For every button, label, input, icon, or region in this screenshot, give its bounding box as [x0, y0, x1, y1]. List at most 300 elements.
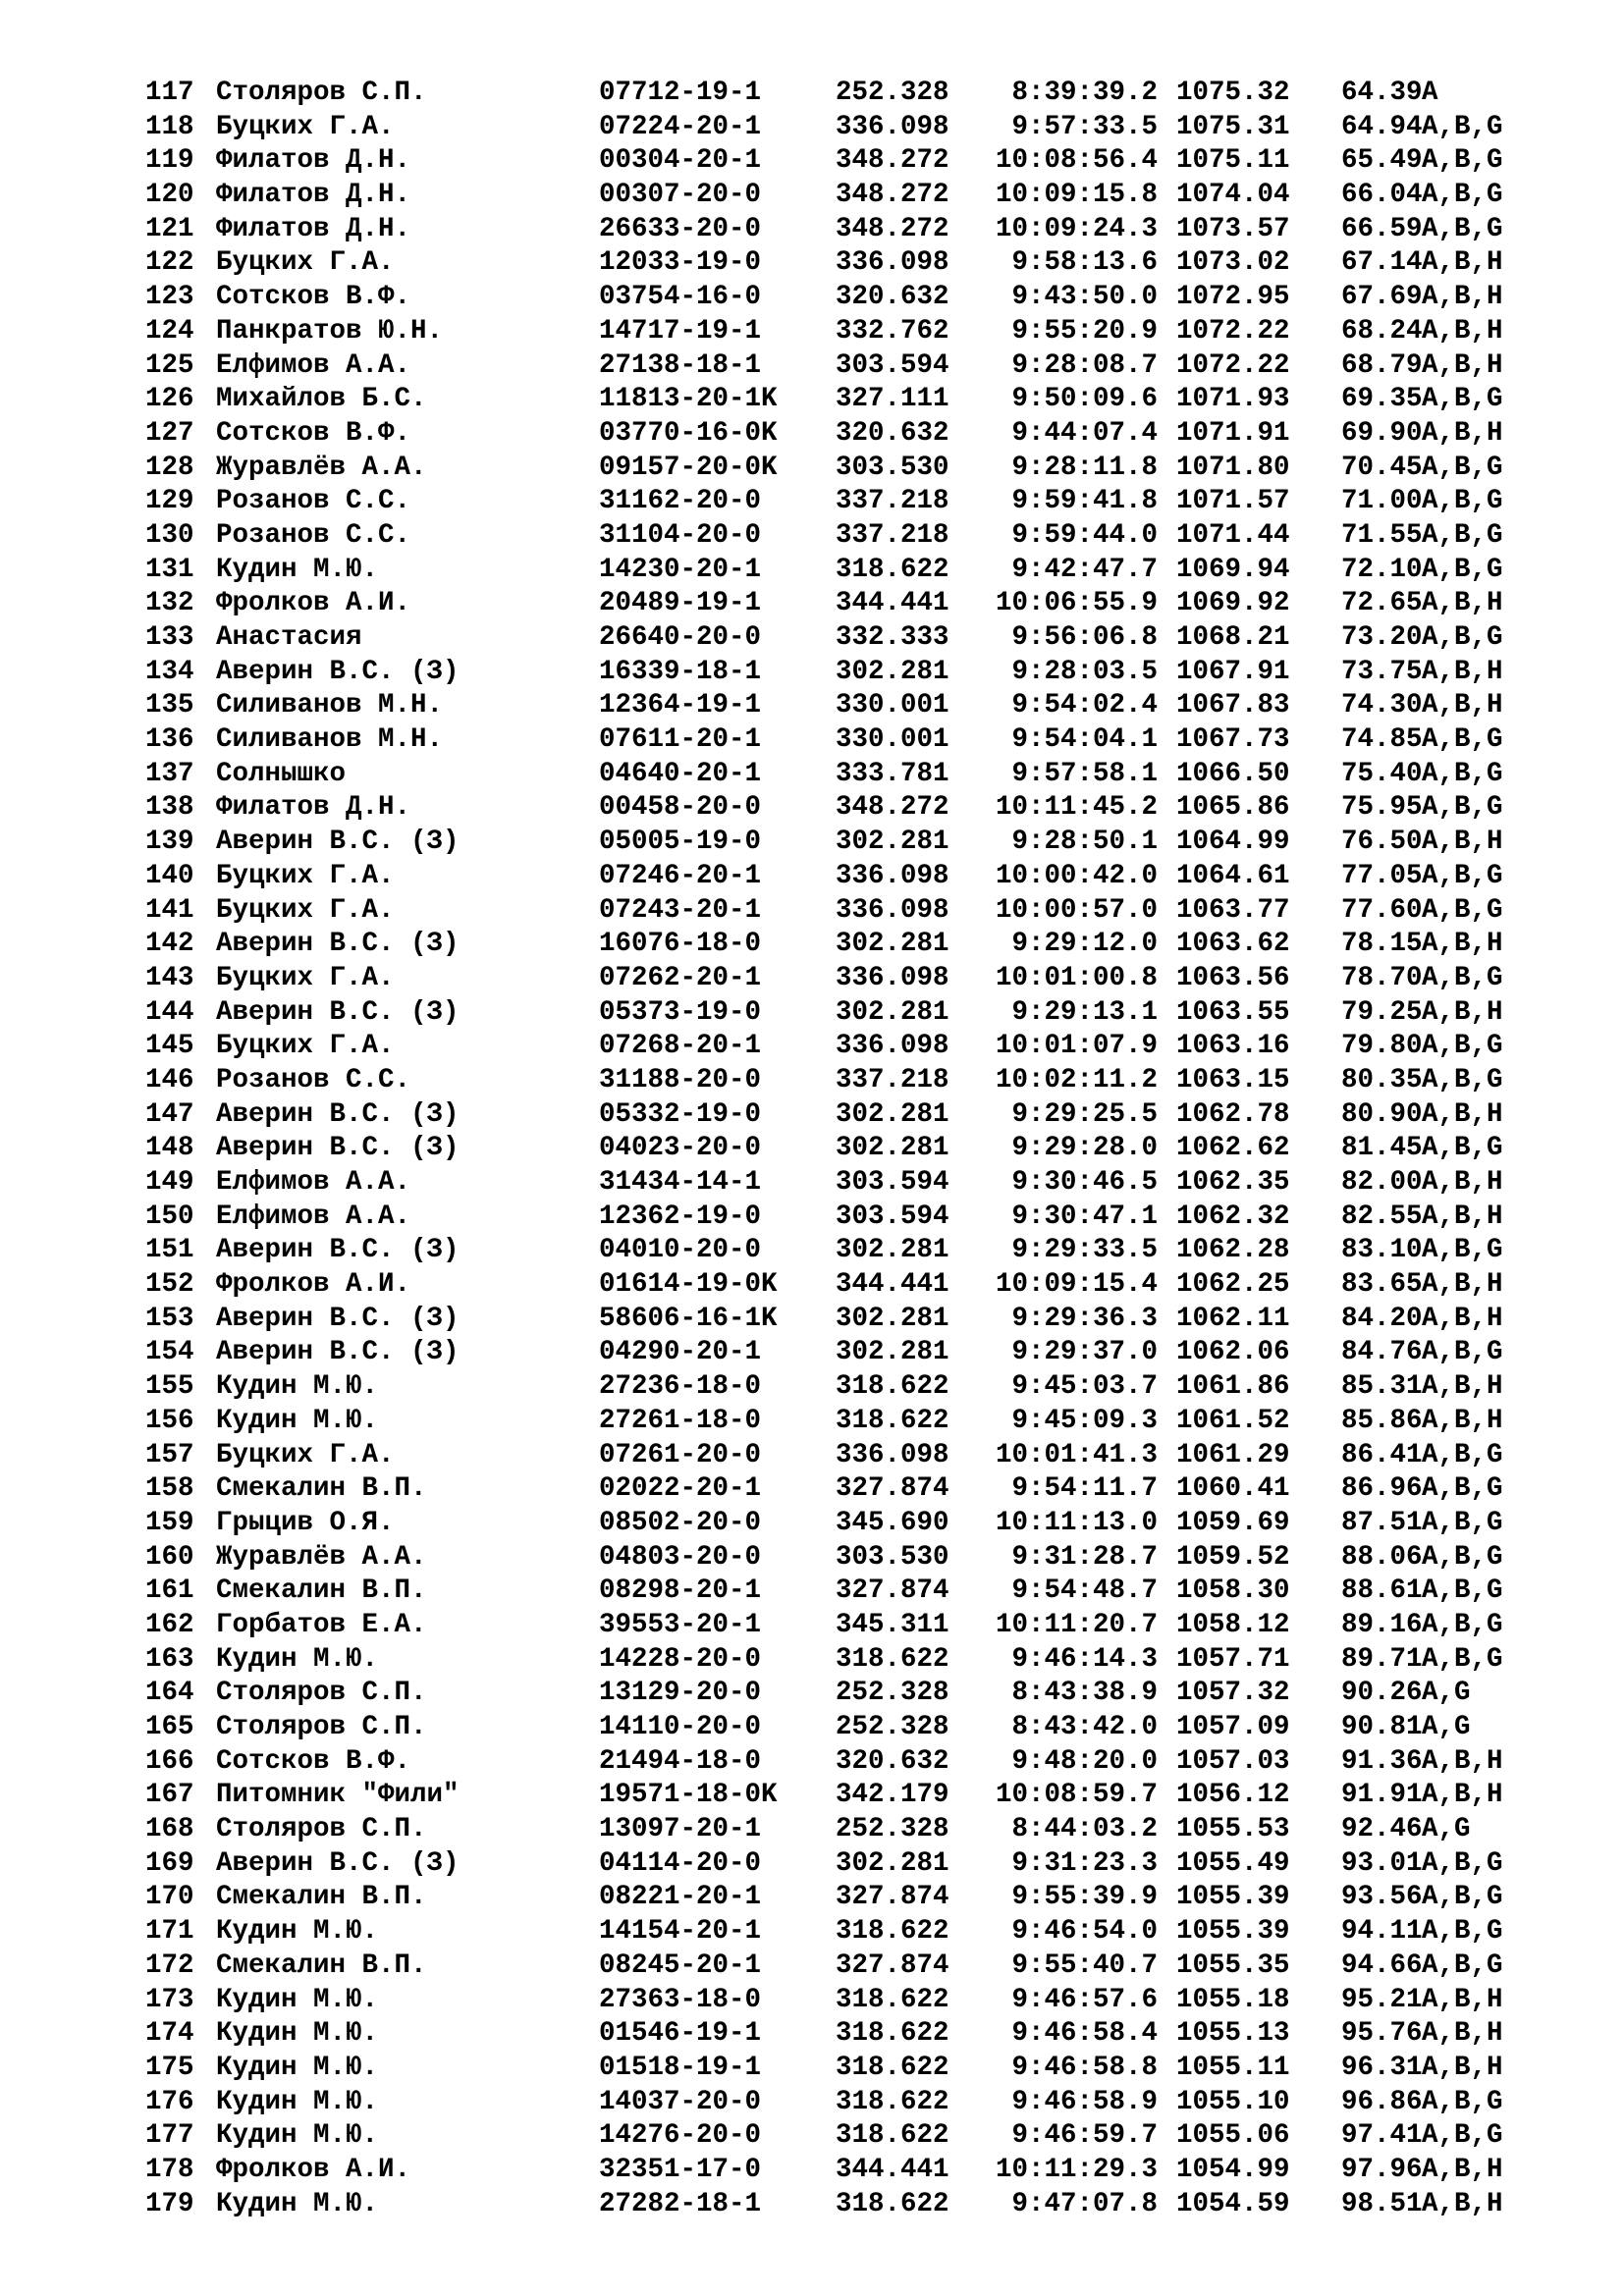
table-row	[145, 281, 1559, 315]
ring-number: 16339-18-1	[599, 656, 762, 687]
flags-value: A,B,G	[1422, 1031, 1503, 1062]
arrival-time: 9:30:46.5	[1011, 1167, 1158, 1198]
distance-value: 344.441	[836, 588, 949, 619]
arrival-time: 9:46:59.7	[1011, 2120, 1158, 2152]
coefficient-value: 94.11	[1341, 1916, 1423, 1948]
row-number: 159	[145, 1507, 194, 1538]
speed-value: 1069.94	[1176, 554, 1290, 585]
arrival-time: 9:29:13.1	[1011, 996, 1158, 1028]
speed-value: 1072.95	[1176, 282, 1290, 313]
row-number: 139	[145, 827, 194, 858]
results-table	[145, 77, 1559, 2221]
row-number: 158	[145, 1473, 194, 1505]
speed-value: 1071.80	[1176, 452, 1290, 483]
coefficient-value: 84.76	[1341, 1337, 1423, 1368]
flags-value: A,B,G	[1422, 2120, 1503, 2152]
row-number: 129	[145, 486, 194, 517]
coefficient-value: 66.59	[1341, 213, 1423, 244]
distance-value: 252.328	[836, 1814, 949, 1845]
speed-value: 1072.22	[1176, 349, 1290, 381]
row-number: 132	[145, 588, 194, 619]
coefficient-value: 67.14	[1341, 247, 1423, 279]
flags-value: A,B,G	[1422, 1847, 1503, 1879]
arrival-time: 9:46:58.9	[1011, 2086, 1158, 2117]
owner-name: Смекалин В.П.	[216, 1882, 427, 1913]
speed-value: 1068.21	[1176, 622, 1290, 653]
table-row	[145, 519, 1559, 554]
coefficient-value: 73.20	[1341, 622, 1423, 653]
coefficient-value: 69.90	[1341, 417, 1423, 449]
row-number: 161	[145, 1575, 194, 1607]
distance-value: 302.281	[836, 996, 949, 1028]
distance-value: 303.530	[836, 1541, 949, 1573]
table-row	[145, 2119, 1559, 2154]
table-row	[145, 1472, 1559, 1507]
ring-number: 07261-20-0	[599, 1439, 762, 1470]
arrival-time: 9:46:54.0	[1011, 1916, 1158, 1948]
table-row	[145, 213, 1559, 247]
arrival-time: 9:57:33.5	[1011, 111, 1158, 142]
coefficient-value: 91.91	[1341, 1780, 1423, 1811]
row-number: 177	[145, 2120, 194, 2152]
flags-value: A,B,G	[1422, 724, 1503, 756]
flags-value: A,B,G	[1422, 519, 1503, 551]
distance-value: 337.218	[836, 519, 949, 551]
coefficient-value: 83.65	[1341, 1269, 1423, 1301]
coefficient-value: 91.36	[1341, 1745, 1423, 1777]
owner-name: Столяров С.П.	[216, 78, 427, 108]
ring-number: 05373-19-0	[599, 996, 762, 1028]
coefficient-value: 86.41	[1341, 1439, 1423, 1470]
table-row	[145, 723, 1559, 758]
row-number: 140	[145, 860, 194, 891]
arrival-time: 9:54:02.4	[1011, 690, 1158, 721]
owner-name: Кудин М.Ю.	[216, 2188, 379, 2219]
ring-number: 07224-20-1	[599, 111, 762, 142]
arrival-time: 9:29:28.0	[1011, 1133, 1158, 1164]
ring-number: 04640-20-1	[599, 758, 762, 789]
ring-number: 27138-18-1	[599, 349, 762, 381]
row-number: 154	[145, 1337, 194, 1368]
coefficient-value: 86.96	[1341, 1473, 1423, 1505]
row-number: 119	[145, 145, 194, 177]
owner-name: Елфимов А.А.	[216, 1201, 411, 1232]
coefficient-value: 88.06	[1341, 1541, 1423, 1573]
row-number: 138	[145, 792, 194, 824]
row-number: 178	[145, 2154, 194, 2185]
table-row	[145, 928, 1559, 962]
arrival-time: 9:46:14.3	[1011, 1643, 1158, 1675]
coefficient-value: 93.01	[1341, 1847, 1423, 1879]
coefficient-value: 90.81	[1341, 1712, 1423, 1742]
flags-value: A,B,H	[1422, 827, 1503, 858]
arrival-time: 10:11:29.3	[995, 2154, 1158, 2185]
row-number: 125	[145, 349, 194, 381]
distance-value: 318.622	[836, 1916, 949, 1948]
owner-name: Аверин В.С. (З)	[216, 1337, 460, 1368]
coefficient-value: 85.31	[1341, 1371, 1423, 1403]
row-number: 134	[145, 656, 194, 687]
arrival-time: 10:08:56.4	[995, 145, 1158, 177]
owner-name: Столяров С.П.	[216, 1814, 427, 1845]
distance-value: 302.281	[836, 1337, 949, 1368]
flags-value: A,B,H	[1422, 349, 1503, 381]
ring-number: 08298-20-1	[599, 1575, 762, 1607]
row-number: 118	[145, 111, 194, 142]
owner-name: Филатов Д.Н.	[216, 180, 411, 211]
arrival-time: 8:39:39.2	[1011, 78, 1158, 108]
coefficient-value: 81.45	[1341, 1133, 1423, 1164]
ring-number: 07243-20-1	[599, 894, 762, 926]
flags-value: A,B,H	[1422, 1405, 1503, 1436]
coefficient-value: 84.20	[1341, 1303, 1423, 1334]
ring-number: 07246-20-1	[599, 860, 762, 891]
coefficient-value: 82.55	[1341, 1201, 1423, 1232]
arrival-time: 9:45:03.7	[1011, 1371, 1158, 1403]
row-number: 143	[145, 962, 194, 993]
distance-value: 302.281	[836, 1098, 949, 1130]
flags-value: A,B,G	[1422, 1643, 1503, 1675]
row-number: 162	[145, 1609, 194, 1640]
table-row	[145, 1677, 1559, 1711]
arrival-time: 10:11:45.2	[995, 792, 1158, 824]
distance-value: 348.272	[836, 792, 949, 824]
coefficient-value: 73.75	[1341, 656, 1423, 687]
speed-value: 1060.41	[1176, 1473, 1290, 1505]
owner-name: Столяров С.П.	[216, 1712, 427, 1742]
distance-value: 252.328	[836, 78, 949, 108]
speed-value: 1064.99	[1176, 827, 1290, 858]
owner-name: Кудин М.Ю.	[216, 1405, 379, 1436]
ring-number: 11813-20-1K	[599, 384, 778, 415]
distance-value: 348.272	[836, 180, 949, 211]
ring-number: 27236-18-0	[599, 1371, 762, 1403]
row-number: 170	[145, 1882, 194, 1913]
speed-value: 1075.11	[1176, 145, 1290, 177]
flags-value: A,B,H	[1422, 2188, 1503, 2219]
coefficient-value: 77.60	[1341, 894, 1423, 926]
speed-value: 1055.49	[1176, 1847, 1290, 1879]
arrival-time: 10:08:59.7	[995, 1780, 1158, 1811]
coefficient-value: 93.56	[1341, 1882, 1423, 1913]
table-row	[145, 2017, 1559, 2052]
coefficient-value: 80.35	[1341, 1064, 1423, 1095]
flags-value: A,B,G	[1422, 384, 1503, 415]
flags-value: A,B,G	[1422, 180, 1503, 211]
speed-value: 1071.44	[1176, 519, 1290, 551]
arrival-time: 9:59:41.8	[1011, 486, 1158, 517]
row-number: 156	[145, 1405, 194, 1436]
table-row	[145, 791, 1559, 826]
table-row	[145, 1132, 1559, 1166]
flags-value: A,B,H	[1422, 417, 1503, 449]
speed-value: 1055.13	[1176, 2018, 1290, 2050]
speed-value: 1058.30	[1176, 1575, 1290, 1607]
table-row	[145, 1813, 1559, 1847]
owner-name: Филатов Д.Н.	[216, 792, 411, 824]
arrival-time: 10:09:15.4	[995, 1269, 1158, 1301]
distance-value: 348.272	[836, 145, 949, 177]
ring-number: 07262-20-1	[599, 962, 762, 993]
speed-value: 1062.62	[1176, 1133, 1290, 1164]
distance-value: 336.098	[836, 111, 949, 142]
arrival-time: 9:58:13.6	[1011, 247, 1158, 279]
owner-name: Сотсков В.Ф.	[216, 1745, 411, 1777]
arrival-time: 9:45:09.3	[1011, 1405, 1158, 1436]
owner-name: Кудин М.Ю.	[216, 2052, 379, 2083]
coefficient-value: 78.70	[1341, 962, 1423, 993]
row-number: 168	[145, 1814, 194, 1845]
owner-name: Журавлёв А.А.	[216, 452, 427, 483]
ring-number: 09157-20-0K	[599, 452, 778, 483]
flags-value: A,B,G	[1422, 1882, 1503, 1913]
row-number: 128	[145, 452, 194, 483]
arrival-time: 10:11:13.0	[995, 1507, 1158, 1538]
arrival-time: 9:48:20.0	[1011, 1745, 1158, 1777]
flags-value: A,B,H	[1422, 1098, 1503, 1130]
arrival-time: 9:50:09.6	[1011, 384, 1158, 415]
speed-value: 1071.57	[1176, 486, 1290, 517]
ring-number: 00307-20-0	[599, 180, 762, 211]
distance-value: 327.874	[836, 1882, 949, 1913]
owner-name: Фролков А.И.	[216, 2154, 411, 2185]
ring-number: 31434-14-1	[599, 1167, 762, 1198]
flags-value: A,B,H	[1422, 1201, 1503, 1232]
distance-value: 320.632	[836, 1745, 949, 1777]
arrival-time: 8:43:38.9	[1011, 1678, 1158, 1709]
row-number: 179	[145, 2188, 194, 2219]
table-row	[145, 1303, 1559, 1337]
coefficient-value: 95.21	[1341, 1984, 1423, 2015]
row-number: 152	[145, 1269, 194, 1301]
coefficient-value: 70.45	[1341, 452, 1423, 483]
row-number: 173	[145, 1984, 194, 2015]
table-row	[145, 826, 1559, 860]
owner-name: Филатов Д.Н.	[216, 145, 411, 177]
coefficient-value: 64.39	[1341, 78, 1423, 108]
coefficient-value: 79.80	[1341, 1031, 1423, 1062]
speed-value: 1073.57	[1176, 213, 1290, 244]
table-row	[145, 1575, 1559, 1609]
ring-number: 58606-16-1K	[599, 1303, 778, 1334]
flags-value: A,B,G	[1422, 486, 1503, 517]
distance-value: 302.281	[836, 1235, 949, 1266]
table-row	[145, 1541, 1559, 1575]
owner-name: Елфимов А.А.	[216, 349, 411, 381]
table-row	[145, 656, 1559, 690]
distance-value: 318.622	[836, 1643, 949, 1675]
flags-value: A,B,H	[1422, 690, 1503, 721]
speed-value: 1055.18	[1176, 1984, 1290, 2015]
coefficient-value: 83.10	[1341, 1235, 1423, 1266]
flags-value: A,B,G	[1422, 1949, 1503, 1981]
coefficient-value: 66.04	[1341, 180, 1423, 211]
owner-name: Михайлов Б.С.	[216, 384, 427, 415]
table-row	[145, 996, 1559, 1031]
distance-value: 342.179	[836, 1780, 949, 1811]
distance-value: 302.281	[836, 1303, 949, 1334]
ring-number: 00458-20-0	[599, 792, 762, 824]
flags-value: A,G	[1422, 1814, 1471, 1845]
owner-name: Фролков А.И.	[216, 1269, 411, 1301]
owner-name: Кудин М.Ю.	[216, 1984, 379, 2015]
speed-value: 1062.11	[1176, 1303, 1290, 1334]
flags-value: A,B,H	[1422, 1745, 1503, 1777]
coefficient-value: 90.26	[1341, 1678, 1423, 1709]
speed-value: 1062.28	[1176, 1235, 1290, 1266]
owner-name: Буцких Г.А.	[216, 1439, 395, 1470]
row-number: 175	[145, 2052, 194, 2083]
flags-value: A,B,G	[1422, 1133, 1503, 1164]
flags-value: A,B,G	[1422, 758, 1503, 789]
owner-name: Сотсков В.Ф.	[216, 282, 411, 313]
coefficient-value: 64.94	[1341, 111, 1423, 142]
coefficient-value: 82.00	[1341, 1167, 1423, 1198]
coefficient-value: 68.79	[1341, 349, 1423, 381]
arrival-time: 9:55:20.9	[1011, 315, 1158, 347]
owner-name: Горбатов Е.А.	[216, 1609, 427, 1640]
distance-value: 327.111	[836, 384, 949, 415]
table-row	[145, 485, 1559, 519]
owner-name: Аверин В.С. (З)	[216, 1847, 460, 1879]
speed-value: 1067.73	[1176, 724, 1290, 756]
ring-number: 20489-19-1	[599, 588, 762, 619]
coefficient-value: 74.85	[1341, 724, 1423, 756]
flags-value: A,B,G	[1422, 452, 1503, 483]
coefficient-value: 68.24	[1341, 315, 1423, 347]
row-number: 145	[145, 1031, 194, 1062]
distance-value: 303.594	[836, 1201, 949, 1232]
row-number: 135	[145, 690, 194, 721]
speed-value: 1056.12	[1176, 1780, 1290, 1811]
flags-value: A,B,G	[1422, 622, 1503, 653]
speed-value: 1066.50	[1176, 758, 1290, 789]
speed-value: 1057.32	[1176, 1678, 1290, 1709]
owner-name: Фролков А.И.	[216, 588, 411, 619]
ring-number: 04114-20-0	[599, 1847, 762, 1879]
ring-number: 26640-20-0	[599, 622, 762, 653]
flags-value: A,B,G	[1422, 894, 1503, 926]
flags-value: A,B,H	[1422, 929, 1503, 960]
owner-name: Розанов С.С.	[216, 1064, 411, 1095]
ring-number: 04010-20-0	[599, 1235, 762, 1266]
distance-value: 318.622	[836, 1984, 949, 2015]
row-number: 166	[145, 1745, 194, 1777]
owner-name: Аверин В.С. (З)	[216, 1235, 460, 1266]
row-number: 176	[145, 2086, 194, 2117]
distance-value: 344.441	[836, 2154, 949, 2185]
distance-value: 303.594	[836, 1167, 949, 1198]
flags-value: A,B,G	[1422, 1235, 1503, 1266]
arrival-time: 9:29:37.0	[1011, 1337, 1158, 1368]
table-row	[145, 1609, 1559, 1643]
flags-value: A,B,G	[1422, 1439, 1503, 1470]
row-number: 146	[145, 1064, 194, 1095]
ring-number: 26633-20-0	[599, 213, 762, 244]
distance-value: 320.632	[836, 282, 949, 313]
ring-number: 03754-16-0	[599, 282, 762, 313]
ring-number: 13097-20-1	[599, 1814, 762, 1845]
table-row	[145, 894, 1559, 929]
flags-value: A,B,H	[1422, 1269, 1503, 1301]
row-number: 155	[145, 1371, 194, 1403]
speed-value: 1054.59	[1176, 2188, 1290, 2219]
row-number: 169	[145, 1847, 194, 1879]
speed-value: 1071.91	[1176, 417, 1290, 449]
coefficient-value: 87.51	[1341, 1507, 1423, 1538]
owner-name: Кудин М.Ю.	[216, 1371, 379, 1403]
distance-value: 327.874	[836, 1949, 949, 1981]
owner-name: Журавлёв А.А.	[216, 1541, 427, 1573]
coefficient-value: 92.46	[1341, 1814, 1423, 1845]
row-number: 160	[145, 1541, 194, 1573]
ring-number: 13129-20-0	[599, 1678, 762, 1709]
ring-number: 14154-20-1	[599, 1916, 762, 1948]
flags-value: A,G	[1422, 1678, 1471, 1709]
owner-name: Кудин М.Ю.	[216, 1916, 379, 1948]
speed-value: 1062.78	[1176, 1098, 1290, 1130]
row-number: 117	[145, 78, 194, 108]
owner-name: Филатов Д.Н.	[216, 213, 411, 244]
ring-number: 08502-20-0	[599, 1507, 762, 1538]
arrival-time: 9:28:50.1	[1011, 827, 1158, 858]
ring-number: 07712-19-1	[599, 78, 762, 108]
ring-number: 12364-19-1	[599, 690, 762, 721]
ring-number: 12033-19-0	[599, 247, 762, 279]
owner-name: Силиванов М.Н.	[216, 690, 444, 721]
distance-value: 318.622	[836, 2052, 949, 2083]
speed-value: 1062.32	[1176, 1201, 1290, 1232]
distance-value: 345.690	[836, 1507, 949, 1538]
distance-value: 336.098	[836, 894, 949, 926]
owner-name: Смекалин В.П.	[216, 1575, 427, 1607]
table-row	[145, 246, 1559, 281]
table-row	[145, 962, 1559, 996]
arrival-time: 8:43:42.0	[1011, 1712, 1158, 1742]
row-number: 149	[145, 1167, 194, 1198]
row-number: 130	[145, 519, 194, 551]
coefficient-value: 76.50	[1341, 827, 1423, 858]
distance-value: 336.098	[836, 962, 949, 993]
table-row	[145, 1779, 1559, 1813]
ring-number: 27261-18-0	[599, 1405, 762, 1436]
coefficient-value: 89.16	[1341, 1609, 1423, 1640]
distance-value: 318.622	[836, 1405, 949, 1436]
ring-number: 31188-20-0	[599, 1064, 762, 1095]
coefficient-value: 88.61	[1341, 1575, 1423, 1607]
coefficient-value: 69.35	[1341, 384, 1423, 415]
arrival-time: 9:29:25.5	[1011, 1098, 1158, 1130]
speed-value: 1061.29	[1176, 1439, 1290, 1470]
ring-number: 16076-18-0	[599, 929, 762, 960]
table-row	[145, 1268, 1559, 1303]
table-row	[145, 1234, 1559, 1268]
arrival-time: 9:29:12.0	[1011, 929, 1158, 960]
ring-number: 07268-20-1	[599, 1031, 762, 1062]
speed-value: 1071.93	[1176, 384, 1290, 415]
table-row	[145, 1949, 1559, 1984]
arrival-time: 9:44:07.4	[1011, 417, 1158, 449]
flags-value: A,B,G	[1422, 1541, 1503, 1573]
arrival-time: 9:31:28.7	[1011, 1541, 1158, 1573]
distance-value: 336.098	[836, 1439, 949, 1470]
ring-number: 31162-20-0	[599, 486, 762, 517]
arrival-time: 9:31:23.3	[1011, 1847, 1158, 1879]
flags-value: A,B,H	[1422, 2154, 1503, 2185]
distance-value: 327.874	[836, 1473, 949, 1505]
table-row	[145, 1915, 1559, 1949]
flags-value: A,B,H	[1422, 656, 1503, 687]
